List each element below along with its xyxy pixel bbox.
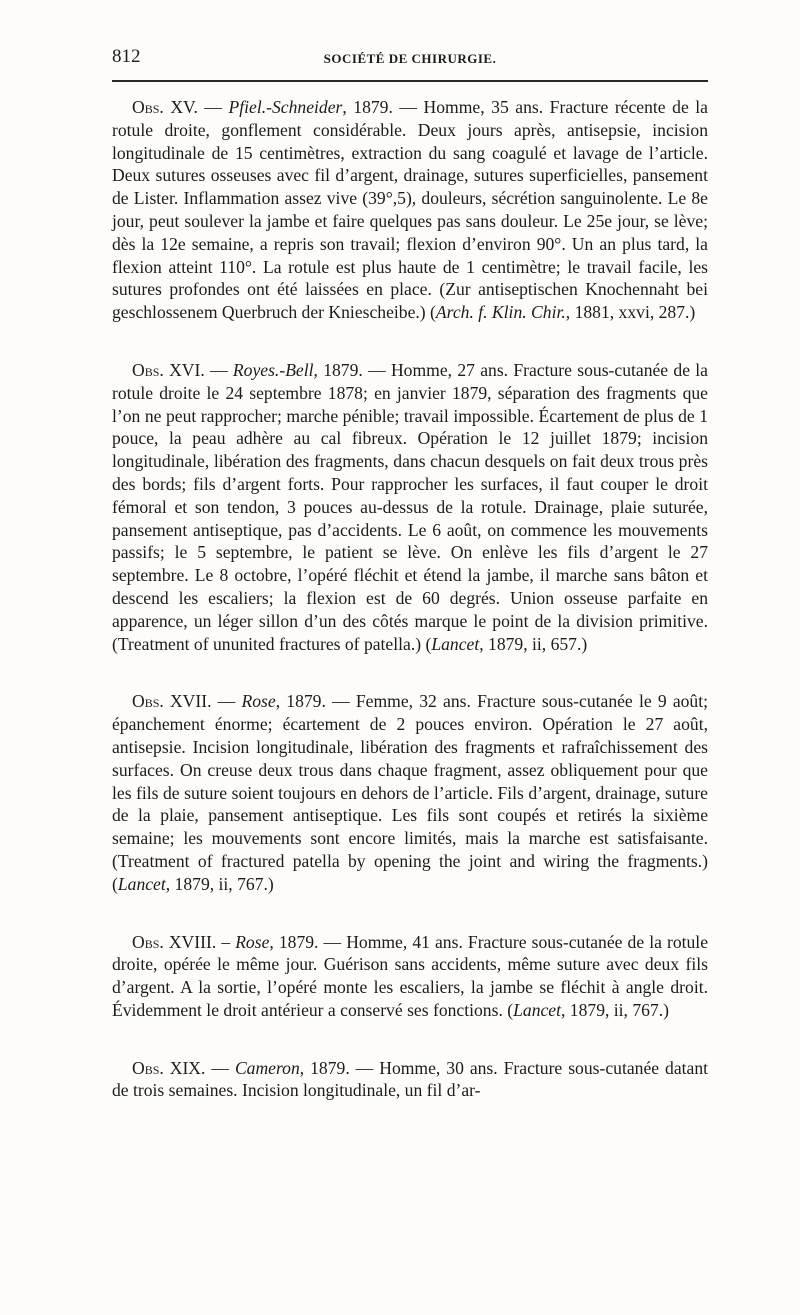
obs-separator: — [197,97,229,117]
obs-number: Obs. XVII. [132,691,212,712]
obs-journal: Lancet [431,633,480,654]
obs-author: Rose [235,931,270,952]
observation-xix [112,1057,708,1103]
obs-reference: , 1879, ii, 657.) [479,633,588,654]
page-number: 812 [112,46,141,67]
obs-reference: , 1879, ii, 767.) [561,999,670,1020]
obs-body: Homme, 27 ans. Fracture sous-cutanée de la rotule droite le 24 septembre 1878; en janvier 1879, séparation des fragments que l’on ne peut rapprocher; marche pénible; travail impossible. Écartement de plus de 1 pouce, la peau adhère au cal fibreux. Opération le 12 juillet 1879; incision longitudinale, libération des fragments, dans chacun desquels on fait deux trous près des bords; fils d’argent forts. Pour rapprocher les surfaces, il faut couper le droit fémoral et son tendon, 3 pouces au-dessus de la rotule. Drainage, plaie suturée, pansement antiseptique, pas d’accidents. Le 6 août, on commence les mouvements passifs; le 5 septembre, le patient se lève. On enlève les fils d’argent le 27 septembre. Le 8 octobre, l’opéré fléchit et étend la jambe, il marche sans bâton et descend les escaliers; la flexion est de 60 degrés. Union osseuse parfaite en apparence, un léger sillon d’un des côtés marque le point de la division primitive. (Treatment of ununited fractures of patella.) ( [112,359,708,654]
obs-number: Obs. XIX. [132,1057,206,1078]
obs-reference: , 1881, xxvi, 287.) [565,302,696,323]
obs-author: Rose [241,691,276,712]
obs-separator: — [204,359,233,380]
obs-body: Homme, 30 ans. Fracture sous-cutanée datant de trois semaines. Incision longitudinale, un fil d’ar- [112,1057,709,1101]
observation-xviii [112,931,708,1022]
obs-number: Obs. XVIII. [132,931,217,952]
obs-author: Cameron [234,1057,300,1078]
obs-reference: , 1879, ii, 767.) [165,873,274,894]
obs-body: Homme, 35 ans. Fracture récente de la rotule droite, gonflement considérable. Deux jours après, antisepsie, incision longitudinale de 15 centimètres, extraction du sang coagulé et lavage de l’article. Deux sutures osseuses avec fil d’argent, drainage, sutures superficielles, pansement de Lister. Inflammation assez vive (39°,5), douleurs, sécrétion sanguinolente. Le 8e jour, peut soulever la jambe et faire quelques pas sans douleur. Le 25e jour, se lève; dès la 12e semaine, a repris son travail; flexion d’environ 90°. Un an plus tard, la flexion atteint 110°. La rotule est plus haute de 1 centimètre; le travail facile, les sutures profondes ont été laissées en place. (Zur antiseptischen Knochennaht bei geschlossenem Querbruch der Kniescheibe.) ( [112,97,708,323]
obs-number: Obs. XV. [132,97,198,117]
obs-number: Obs. XVI. [132,359,205,380]
obs-journal: Lancet [117,873,166,894]
obs-author: Royes.-Bell [232,359,314,380]
obs-date: , 1879. — [275,691,356,712]
observation-xvi [112,359,708,655]
obs-separator: – [216,931,236,952]
obs-separator: — [205,1057,235,1078]
observation-xvii [112,690,708,895]
running-title: SOCIÉTÉ DE CHIRURGIE. [323,51,497,66]
obs-body: Femme, 32 ans. Fracture sous-cutanée le 9 août; épanchement énorme; écartement de 2 pouces environ. Opération le 27 août, antisepsie. Incision longitudinale, libération des fragments et rafraîchissement des surfaces. On creuse deux trous dans chaque fragment, assez obliquement pour que les fils de suture soient toujours en dehors de l’article. Fils d’argent, drainage, suture de la plaie, pansement antiseptique. Les fils sont coupés et retirés la sixième semaine; les mouvements sont encore limités, mais la marche est satisfaisante. (Treatment of fractured patella by opening the joint and wiring the fragments.) ( [112,691,709,894]
obs-date: , 1879. — [299,1057,380,1078]
obs-journal: Lancet [513,999,561,1020]
obs-date: , 1879. — [342,97,424,117]
header-rule [112,80,708,82]
obs-journal: Arch. f. Klin. Chir. [435,302,566,323]
page-header [112,46,708,70]
obs-author: Pfiel.-Schneider [228,97,343,117]
obs-body: Homme, 41 ans. Fracture sous-cutanée de la rotule droite, opérée le même jour. Guérison sans accidents, même suture avec deux fils d’argent. A la sortie, l’opéré monte les escaliers, la jambe se fléchit à angle droit. Évidemment le droit antérieur a conservé ses fonctions. ( [112,931,709,1020]
obs-date: , 1879. — [269,931,347,952]
observation-xv [112,96,708,324]
obs-separator: — [211,691,242,712]
text-body [112,96,708,1102]
obs-date: , 1879. — [313,359,391,380]
